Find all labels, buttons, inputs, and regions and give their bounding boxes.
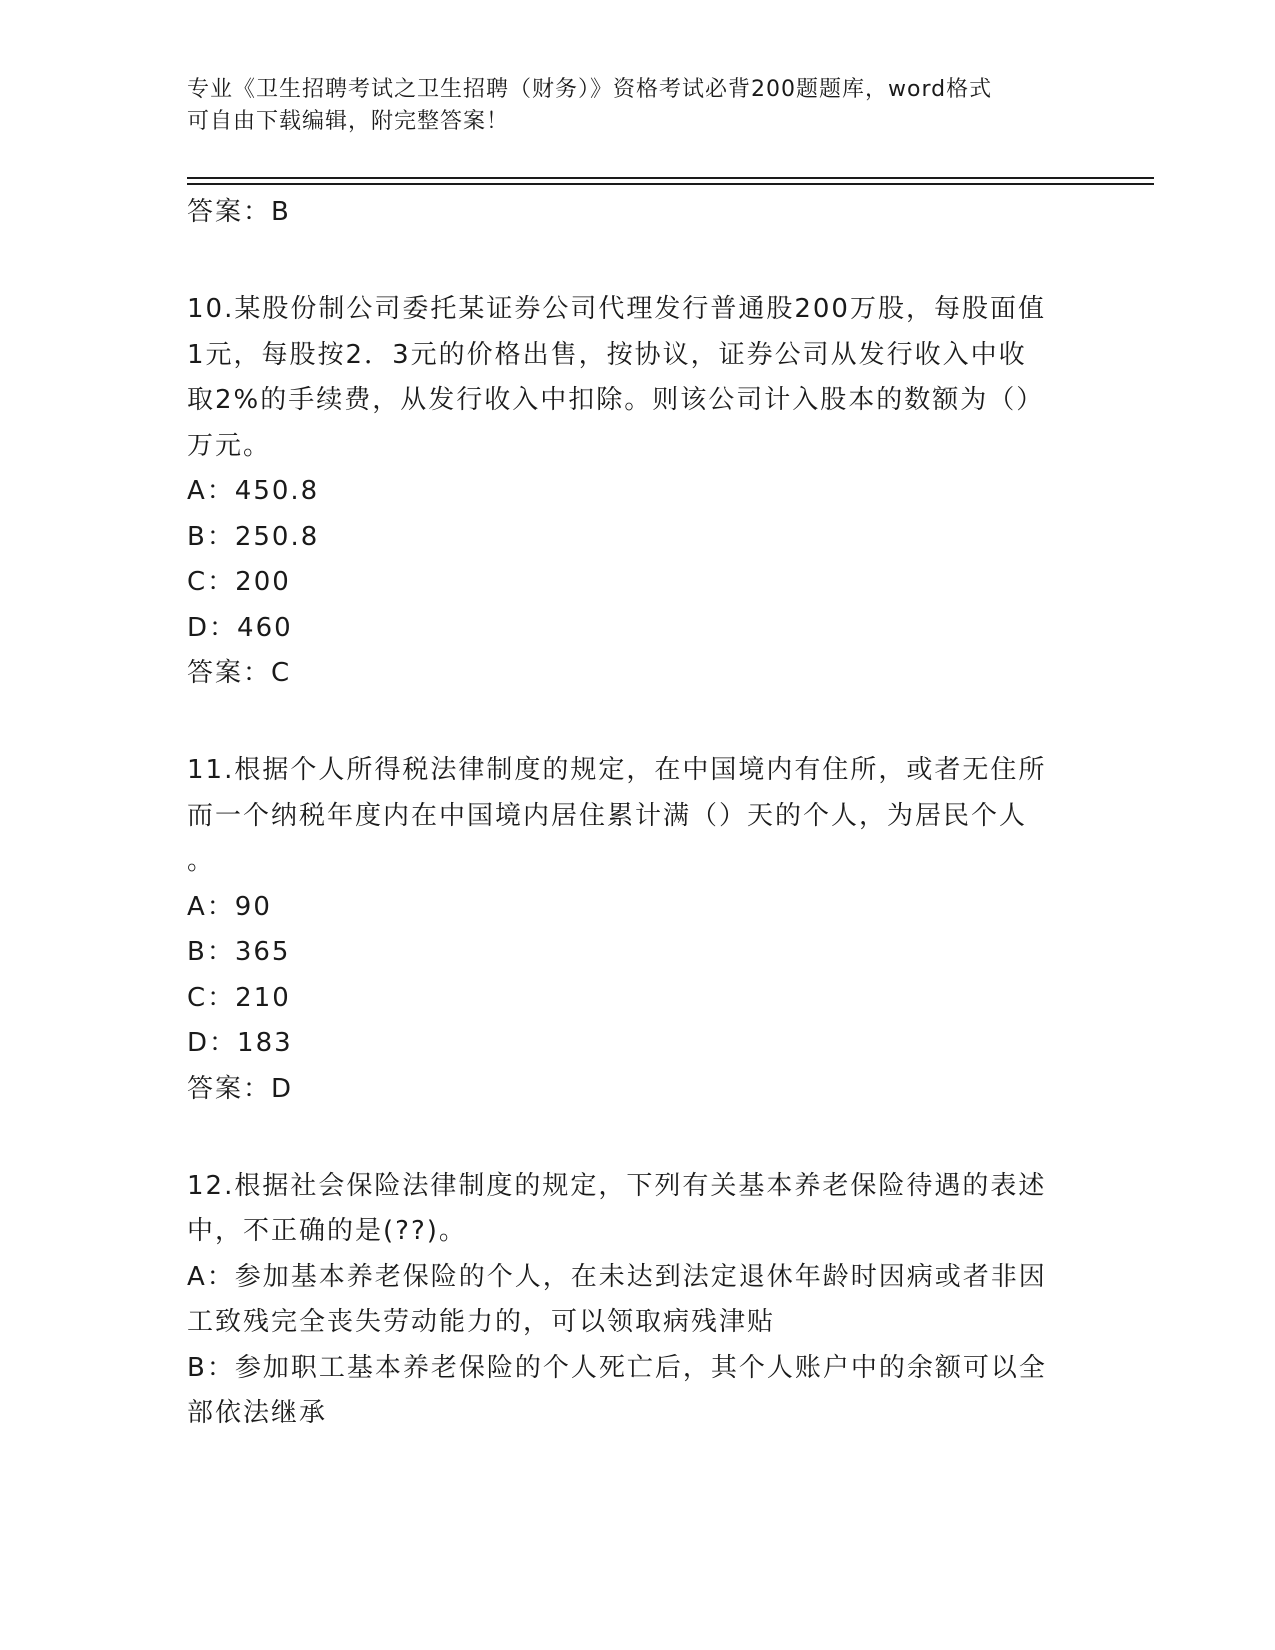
option-b: B：250.8 bbox=[187, 521, 320, 552]
option-a: A：450.8 bbox=[187, 476, 320, 506]
option-a bbox=[187, 1255, 1087, 1346]
stem-line: 取2%的手续费，从发行收入中扣除。则该公司计入股本的数额为（） bbox=[187, 385, 1045, 415]
answer-line: 答案：C bbox=[187, 658, 292, 688]
stem-line: 10.某股份制公司委托某证券公司代理发行普通股200万股，每股面值 bbox=[187, 294, 1046, 324]
stem-line: 11.根据个人所得税法律制度的规定，在中国境内有住所，或者无住所 bbox=[187, 755, 1047, 785]
question-10 bbox=[187, 287, 1087, 696]
answer-line: 答案：D bbox=[187, 1073, 294, 1104]
option-line: 部依法继承 bbox=[187, 1398, 328, 1428]
stem-line: 。 bbox=[187, 846, 216, 876]
stem-line: 而一个纳税年度内在中国境内居住累计满（）天的个人，为居民个人 bbox=[187, 800, 1028, 831]
header-line-1: 专业《卫生招聘考试之卫生招聘（财务）》资格考试必背200题题库，word格式 bbox=[187, 77, 993, 102]
question-11 bbox=[187, 748, 1087, 1112]
stem-line: 1元，每股按2．3元的价格出售，按协议，证券公司从发行收入中收 bbox=[187, 339, 1027, 370]
question-stem bbox=[187, 1164, 1087, 1255]
answer-line: 答案：B bbox=[187, 197, 291, 227]
option-c: C：210 bbox=[187, 982, 291, 1013]
document-body bbox=[187, 190, 1087, 1437]
option-line: A：参加基本养老保险的个人，在未达到法定退休年龄时因病或者非因 bbox=[187, 1261, 1047, 1292]
stem-line: 万元。 bbox=[187, 430, 272, 461]
option-b bbox=[187, 1346, 1087, 1437]
option-a: A：90 bbox=[187, 891, 272, 922]
stem-line: 中，不正确的是(??)。 bbox=[187, 1216, 467, 1246]
option-b: B：365 bbox=[187, 937, 291, 967]
question-stem bbox=[187, 287, 1087, 469]
document-header bbox=[187, 74, 1087, 138]
option-c: C：200 bbox=[187, 567, 291, 597]
option-line: 工致残完全丧失劳动能力的，可以领取病残津贴 bbox=[187, 1307, 776, 1337]
header-line-2: 可自由下载编辑，附完整答案！ bbox=[187, 109, 510, 134]
option-d: D：460 bbox=[187, 612, 293, 643]
stem-line: 12.根据社会保险法律制度的规定，下列有关基本养老保险待遇的表述 bbox=[187, 1170, 1047, 1201]
option-d: D：183 bbox=[187, 1028, 293, 1058]
option-line: B：参加职工基本养老保险的个人死亡后，其个人账户中的余额可以全 bbox=[187, 1352, 1047, 1383]
question-stem bbox=[187, 748, 1087, 885]
question-12 bbox=[187, 1164, 1087, 1437]
header-divider-bottom bbox=[187, 183, 1154, 185]
header-divider-top bbox=[187, 177, 1154, 179]
